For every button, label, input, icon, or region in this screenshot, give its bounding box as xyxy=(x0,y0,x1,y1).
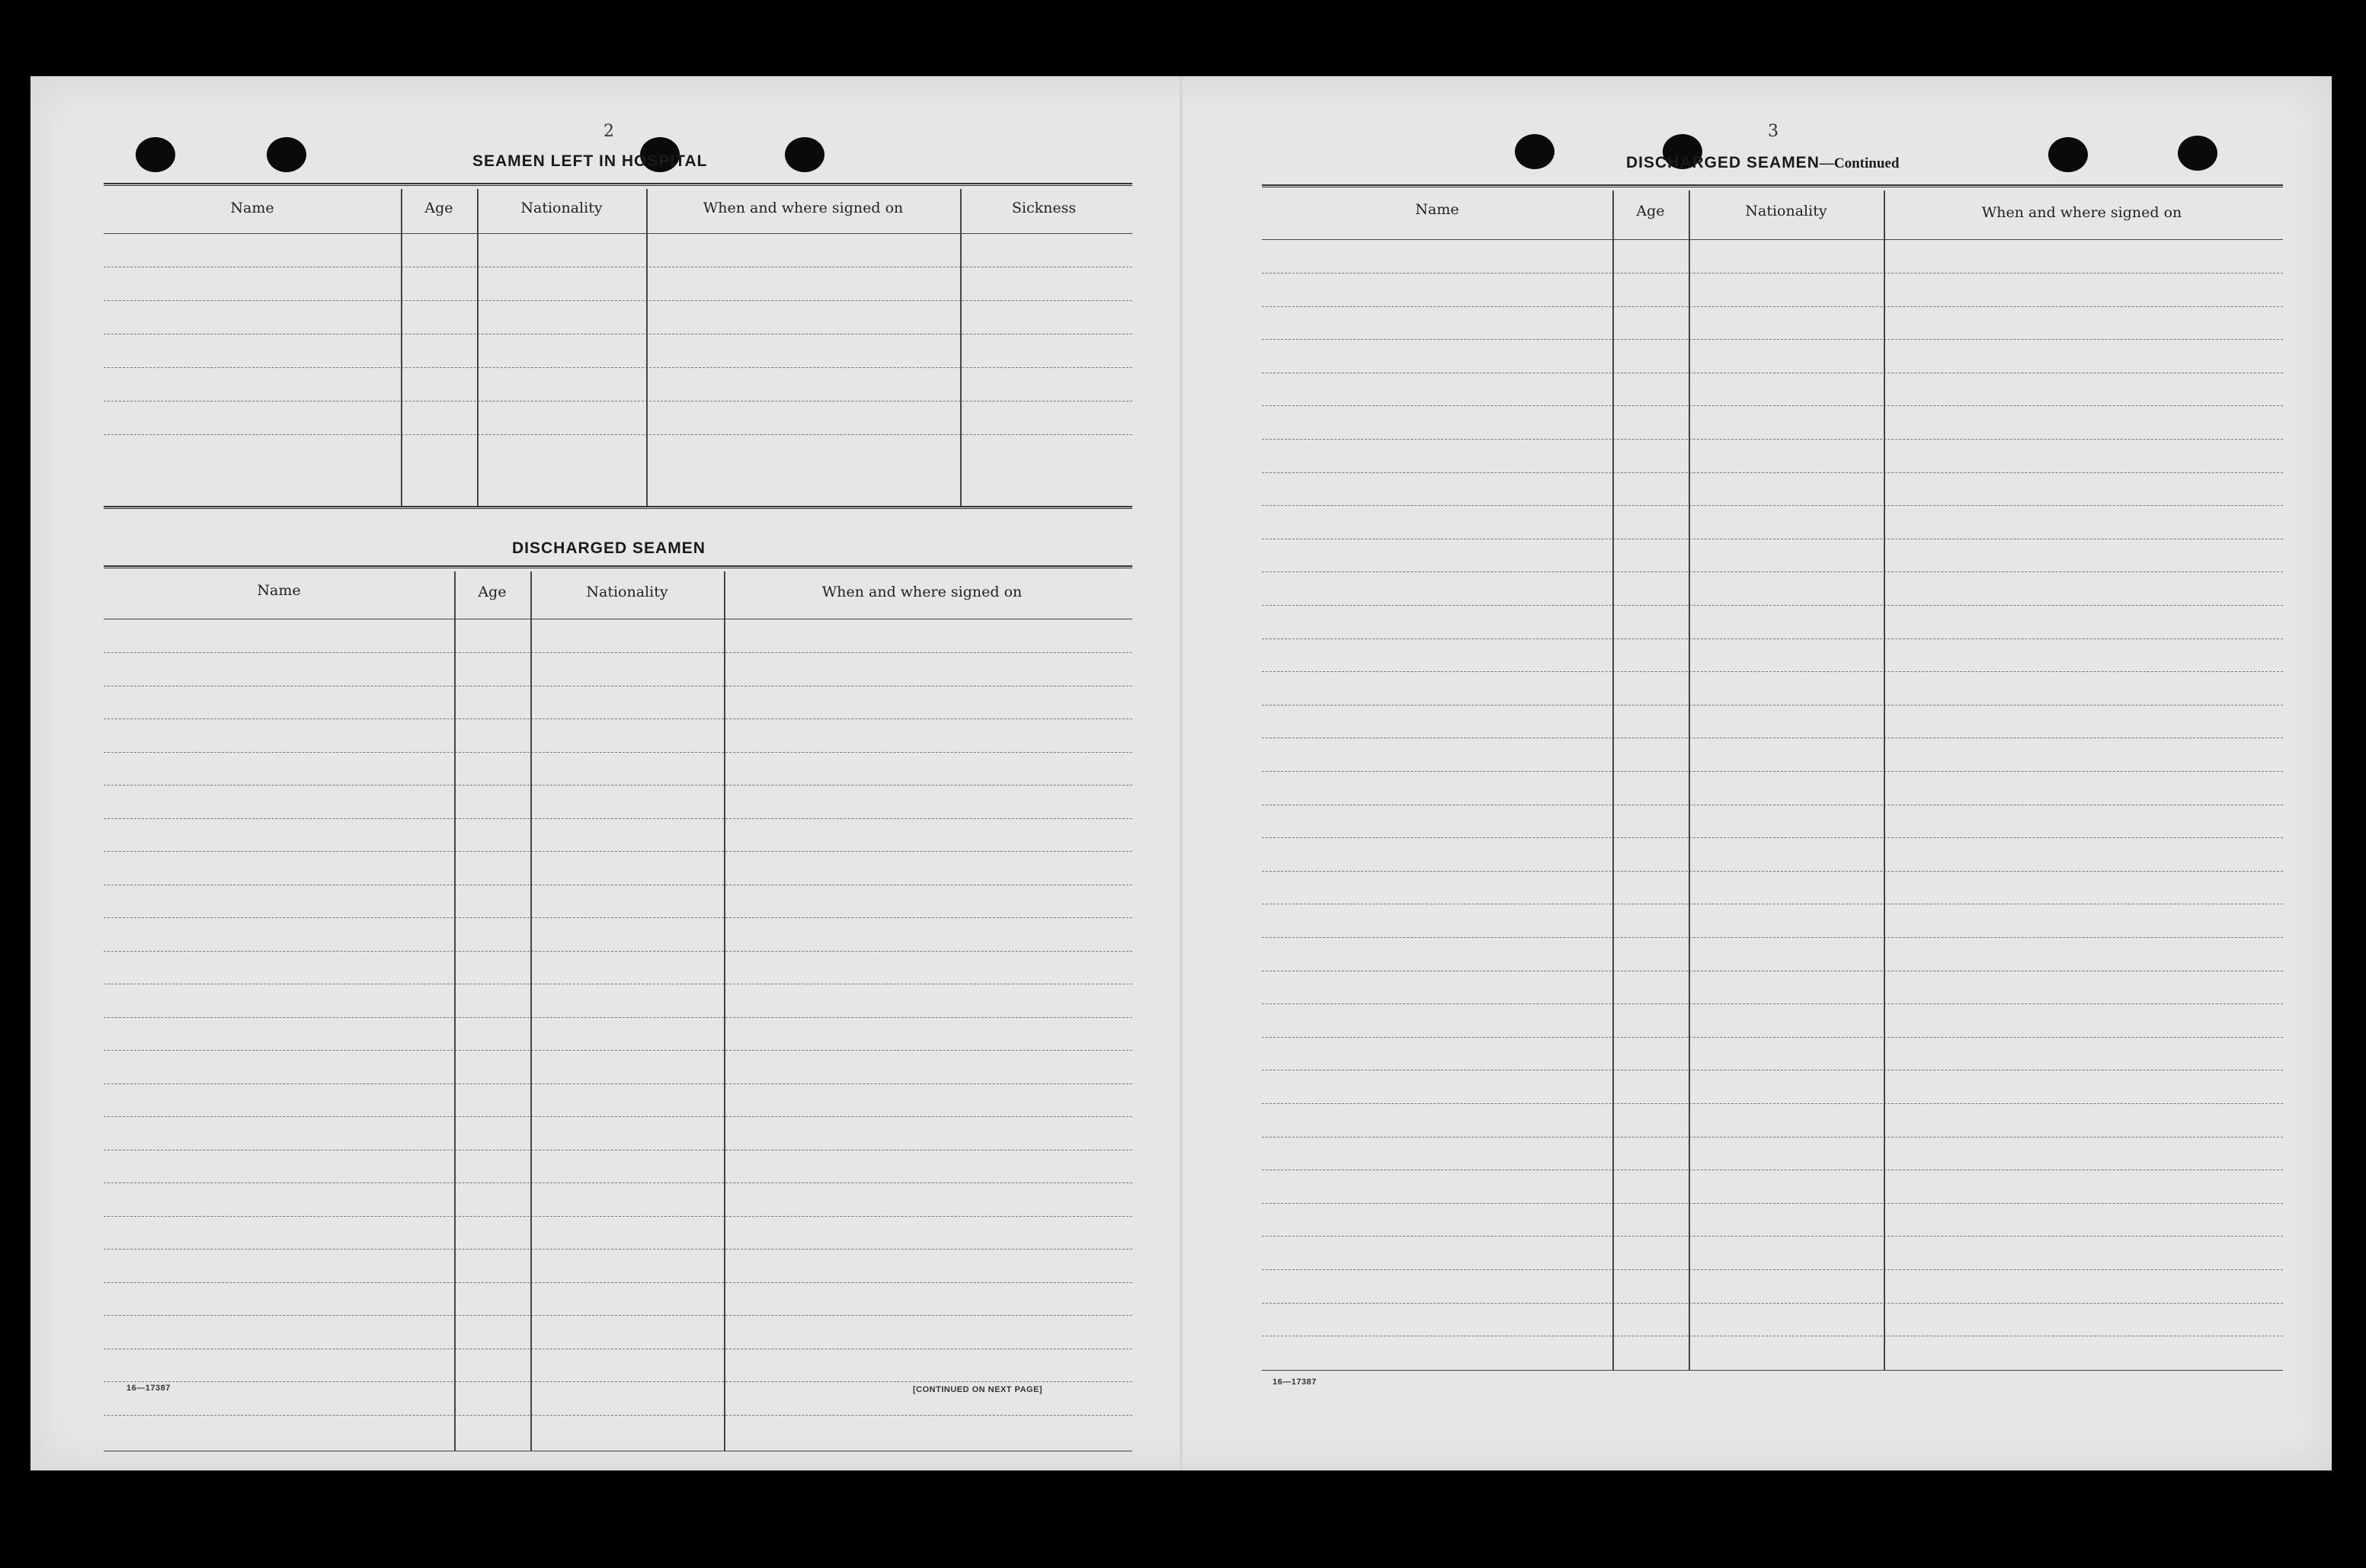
table-row xyxy=(104,1216,1132,1217)
table-row xyxy=(104,1282,1132,1283)
table-row xyxy=(1262,1236,2283,1237)
table-row xyxy=(104,1116,1132,1117)
table-row xyxy=(1262,405,2283,406)
table-row xyxy=(1262,937,2283,938)
hospital-section-title: SEAMEN LEFT IN HOSPITAL xyxy=(472,152,708,170)
section-title-text: DISCHARGED SEAMEN xyxy=(1626,154,1820,171)
table-row xyxy=(104,1315,1132,1316)
table-row xyxy=(1262,837,2283,838)
discharged-section-title: DISCHARGED SEAMEN xyxy=(512,539,706,557)
table-row xyxy=(1262,273,2283,274)
column-header-name: Name xyxy=(230,200,274,216)
form-number: 16—17387 xyxy=(1273,1378,1317,1387)
table-row xyxy=(104,818,1132,819)
punch-hole xyxy=(785,137,824,172)
column-header-age: Age xyxy=(1636,203,1665,219)
table-row xyxy=(104,1381,1132,1382)
table-row xyxy=(1262,1303,2283,1304)
table-row xyxy=(104,917,1132,918)
discharged-continued-title xyxy=(1626,154,1899,172)
page-number: 3 xyxy=(1768,122,1779,141)
punch-hole xyxy=(136,137,175,172)
table-row xyxy=(1262,339,2283,340)
table-row xyxy=(1262,472,2283,473)
table-row xyxy=(104,401,1132,402)
punch-hole xyxy=(1515,134,1554,169)
table-row xyxy=(1262,1103,2283,1104)
table-row xyxy=(104,367,1132,368)
table-row xyxy=(1262,306,2283,307)
table-row xyxy=(1262,1037,2283,1038)
table-rule xyxy=(1262,184,2283,187)
discharged-table xyxy=(104,565,1132,1457)
column-header-name: Name xyxy=(257,582,301,599)
column-divider xyxy=(454,571,456,1451)
table-row xyxy=(104,1017,1132,1018)
table-row xyxy=(104,752,1132,753)
column-header-signed-on: When and where signed on xyxy=(703,200,904,216)
column-divider xyxy=(1884,190,1885,1370)
table-row xyxy=(104,1083,1132,1084)
table-row xyxy=(104,1182,1132,1183)
table-row xyxy=(104,1249,1132,1250)
table-row xyxy=(104,851,1132,852)
column-header-age: Age xyxy=(478,584,507,600)
table-row xyxy=(104,300,1132,301)
table-rule xyxy=(104,506,1132,509)
table-row xyxy=(1262,705,2283,706)
table-row xyxy=(1262,505,2283,506)
header-rule xyxy=(1262,239,2283,240)
table-row xyxy=(1262,1003,2283,1004)
column-header-nationality: Nationality xyxy=(586,584,668,600)
table-row xyxy=(104,1415,1132,1416)
table-rule xyxy=(104,183,1132,186)
column-divider xyxy=(477,189,479,506)
continued-note: [CONTINUED ON NEXT PAGE] xyxy=(913,1385,1043,1394)
table-row xyxy=(1262,771,2283,772)
column-divider xyxy=(401,189,402,506)
column-divider xyxy=(1612,190,1614,1370)
discharged-table-continued xyxy=(1262,184,2283,1457)
table-row xyxy=(1262,1137,2283,1138)
page-3 xyxy=(1181,76,2332,1470)
column-header-age: Age xyxy=(424,200,453,216)
page-2 xyxy=(30,76,1181,1470)
punch-hole xyxy=(2048,137,2088,172)
column-divider xyxy=(646,189,648,506)
table-rule xyxy=(104,565,1132,568)
table-row xyxy=(1262,439,2283,440)
table-row xyxy=(104,1050,1132,1051)
table-rule xyxy=(1262,1370,2283,1371)
column-divider xyxy=(724,571,725,1451)
column-header-signed-on: When and where signed on xyxy=(821,584,1023,600)
column-header-signed-on: When and where signed on xyxy=(1981,204,2182,221)
header-rule xyxy=(104,233,1132,234)
table-row xyxy=(104,718,1132,719)
column-header-sickness: Sickness xyxy=(1011,200,1077,216)
punch-hole xyxy=(2178,136,2217,171)
column-divider xyxy=(530,571,532,1451)
table-row xyxy=(1262,1269,2283,1270)
page-number: 2 xyxy=(604,122,614,141)
table-row xyxy=(104,951,1132,952)
column-divider xyxy=(1689,190,1690,1370)
table-row xyxy=(1262,638,2283,639)
table-row xyxy=(104,785,1132,786)
column-divider xyxy=(960,189,962,506)
column-header-nationality: Nationality xyxy=(1745,203,1827,219)
document-sheet xyxy=(30,76,2332,1470)
table-row xyxy=(1262,571,2283,572)
table-row xyxy=(1262,1203,2283,1204)
hospital-table xyxy=(104,183,1132,518)
form-number: 16—17387 xyxy=(126,1384,171,1393)
table-row xyxy=(1262,671,2283,672)
punch-hole xyxy=(267,137,306,172)
continued-suffix: —Continued xyxy=(1819,155,1900,171)
table-row xyxy=(1262,605,2283,606)
column-header-nationality: Nationality xyxy=(520,200,603,216)
column-header-name: Name xyxy=(1415,201,1459,218)
table-row xyxy=(1262,871,2283,872)
table-row xyxy=(104,652,1132,653)
table-row xyxy=(104,434,1132,435)
